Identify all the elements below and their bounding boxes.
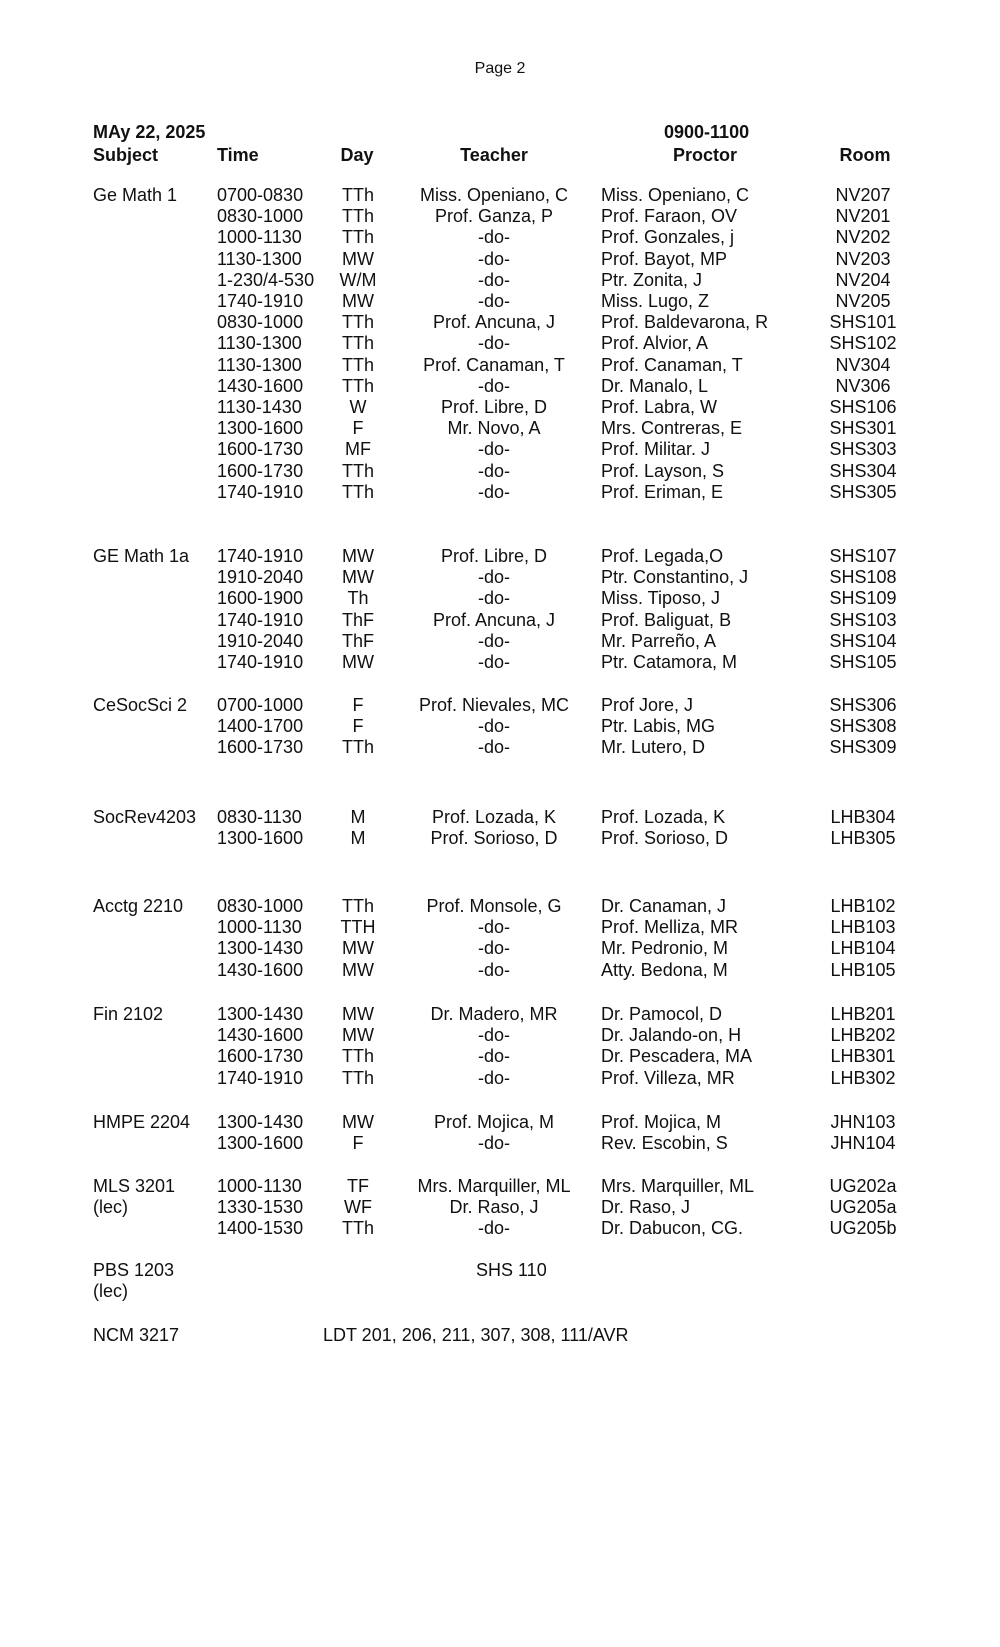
proctor-cell: Prof. Melliza, MR: [601, 917, 739, 938]
room-cell: SHS303: [829, 439, 897, 460]
time-cell: 1130-1430: [217, 397, 302, 417]
day-cell: W/M: [339, 269, 377, 290]
room-cell: UG202a: [829, 1176, 897, 1196]
proctor-cell: Ptr. Constantino, J: [601, 567, 749, 588]
day-cell: F: [352, 695, 364, 715]
day-cell: F: [352, 716, 364, 737]
header-teacher: Teacher: [460, 145, 528, 165]
proctor-cell: Prof. Gonzales, j: [601, 227, 735, 248]
note-subject: PBS 1203: [93, 1260, 175, 1280]
subject-label: Ge Math 1: [93, 185, 178, 205]
time-cell: 1600-1730: [217, 1046, 304, 1067]
room-cell: SHS304: [829, 460, 897, 481]
time-cell: 1130-1300: [217, 354, 302, 375]
time-cell: 1130-1300: [217, 248, 302, 269]
day-cell: TTh: [341, 460, 375, 481]
teacher-cell: -do-: [477, 737, 511, 758]
time-cell: 1000-1130: [217, 917, 302, 938]
proctor-cell: Ptr. Labis, MG: [601, 716, 716, 737]
teacher-cell: Prof. Ancuna, J: [432, 312, 556, 333]
time-cell: 0700-1000: [217, 695, 304, 715]
teacher-cell: -do-: [477, 227, 511, 248]
teacher-cell: -do-: [477, 567, 511, 588]
time-cell: 1430-1600: [217, 1025, 304, 1046]
subject-label: (lec): [93, 1197, 128, 1218]
day-cell: TF: [347, 1176, 369, 1196]
room-cell: SHS108: [829, 567, 897, 588]
proctor-cell: Prof. Lozada, K: [601, 807, 726, 827]
proctor-cell: Prof. Bayot, MP: [601, 248, 728, 269]
time-cell: 1330-1530: [217, 1197, 304, 1218]
day-cell: Th: [347, 588, 369, 609]
room-cell: LHB302: [830, 1067, 896, 1088]
room-cell: SHS106: [829, 397, 897, 417]
teacher-cell: Prof. Ancuna, J: [432, 609, 556, 630]
proctor-cell: Miss. Openiano, C: [601, 185, 750, 205]
room-cell: NV201: [835, 206, 891, 227]
room-cell: LHB301: [830, 1046, 896, 1067]
time-cell: 1300-1430: [217, 1112, 304, 1132]
room-cell: LHB104: [830, 938, 896, 959]
day-cell: M: [350, 807, 366, 827]
teacher-cell: -do-: [477, 1067, 511, 1088]
page-number: Page 2: [474, 60, 526, 77]
time-cell: 1430-1600: [217, 375, 304, 396]
teacher-cell: -do-: [477, 291, 511, 311]
day-cell: MW: [342, 652, 374, 672]
room-cell: SHS107: [829, 546, 897, 566]
room-cell: SHS102: [829, 333, 897, 354]
room-cell: JHN104: [830, 1133, 896, 1154]
teacher-cell: Prof. Lozada, K: [431, 807, 557, 827]
day-cell: WF: [344, 1197, 372, 1218]
day-cell: MW: [342, 1025, 374, 1046]
note-subject: (lec): [93, 1281, 128, 1302]
time-cell: 1740-1910: [217, 1067, 304, 1088]
day-cell: F: [352, 418, 364, 439]
day-cell: TTh: [341, 312, 375, 333]
exam-date: MAy 22, 2025: [93, 122, 206, 142]
teacher-cell: -do-: [477, 248, 511, 269]
proctor-cell: Mr. Lutero, D: [601, 737, 706, 758]
day-cell: TTh: [341, 737, 375, 758]
teacher-cell: -do-: [477, 481, 511, 502]
header-day: Day: [340, 145, 374, 165]
day-cell: TTh: [341, 481, 375, 502]
room-cell: SHS104: [829, 630, 897, 651]
time-cell: 1600-1730: [217, 439, 304, 460]
time-cell: 1400-1530: [217, 1218, 304, 1239]
day-cell: MW: [342, 959, 374, 980]
day-cell: TTh: [341, 227, 375, 248]
note-rooms: LDT 201, 206, 211, 307, 308, 111/AVR: [323, 1325, 629, 1345]
proctor-cell: Mr. Parreño, A: [601, 630, 717, 651]
room-cell: NV306: [835, 375, 891, 396]
time-cell: 1740-1910: [217, 546, 304, 566]
proctor-cell: Prof. Canaman, T: [601, 354, 743, 375]
time-cell: 1910-2040: [217, 567, 304, 588]
teacher-cell: -do-: [477, 1025, 511, 1046]
time-cell: 1300-1600: [217, 828, 304, 849]
day-cell: MW: [342, 1112, 374, 1132]
proctor-cell: Ptr. Catamora, M: [601, 652, 738, 672]
room-cell: UG205b: [829, 1218, 897, 1239]
room-cell: LHB202: [830, 1025, 896, 1046]
room-cell: LHB103: [830, 917, 896, 938]
header-subject: Subject: [93, 145, 159, 165]
teacher-cell: Dr. Raso, J: [449, 1197, 539, 1218]
proctor-cell: Prof. Mojica, M: [601, 1112, 722, 1132]
teacher-cell: Miss. Openiano, C: [419, 185, 569, 205]
proctor-cell: Dr. Manalo, L: [601, 375, 709, 396]
day-cell: MW: [342, 1004, 374, 1024]
proctor-cell: Prof. Labra, W: [601, 397, 718, 417]
teacher-cell: Prof. Libre, D: [440, 397, 548, 417]
room-cell: JHN103: [830, 1112, 896, 1132]
note-subject: NCM 3217: [93, 1325, 180, 1345]
proctor-cell: Prof. Baliguat, B: [601, 609, 732, 630]
time-cell: 1600-1900: [217, 588, 304, 609]
time-cell: 1130-1300: [217, 333, 302, 354]
teacher-cell: Prof. Libre, D: [440, 546, 548, 566]
teacher-cell: -do-: [477, 269, 511, 290]
teacher-cell: Prof. Mojica, M: [433, 1112, 555, 1132]
day-cell: ThF: [341, 630, 375, 651]
time-cell: 1600-1730: [217, 460, 304, 481]
teacher-cell: -do-: [477, 588, 511, 609]
proctor-cell: Prof. Eriman, E: [601, 481, 724, 502]
teacher-cell: -do-: [477, 652, 511, 672]
room-cell: LHB305: [830, 828, 896, 849]
time-cell: 1000-1130: [217, 1176, 302, 1196]
proctor-cell: Prof. Baldevarona, R: [601, 312, 769, 333]
time-cell: 1300-1430: [217, 938, 304, 959]
teacher-cell: Prof. Sorioso, D: [430, 828, 558, 849]
teacher-cell: -do-: [477, 959, 511, 980]
time-cell: 0830-1000: [217, 312, 304, 333]
teacher-cell: -do-: [477, 716, 511, 737]
room-cell: NV203: [835, 248, 891, 269]
room-cell: SHS109: [829, 588, 897, 609]
teacher-cell: -do-: [477, 375, 511, 396]
day-cell: MW: [342, 291, 374, 311]
time-cell: 1430-1600: [217, 959, 304, 980]
room-cell: SHS105: [829, 652, 897, 672]
day-cell: MW: [342, 938, 374, 959]
teacher-cell: Mr. Novo, A: [447, 418, 541, 439]
subject-label: HMPE 2204: [93, 1112, 191, 1132]
time-cell: 0830-1000: [217, 206, 304, 227]
header-proctor: Proctor: [672, 145, 738, 165]
proctor-cell: Dr. Pescadera, MA: [601, 1046, 753, 1067]
day-cell: F: [352, 1133, 364, 1154]
time-cell: 1400-1700: [217, 716, 304, 737]
proctor-cell: Prof Jore, J: [601, 695, 694, 715]
day-cell: TTh: [341, 206, 375, 227]
teacher-cell: Prof. Nievales, MC: [418, 695, 570, 715]
day-cell: TTh: [341, 1046, 375, 1067]
room-cell: NV204: [835, 269, 891, 290]
day-cell: MW: [342, 248, 374, 269]
subject-label: MLS 3201: [93, 1176, 176, 1196]
proctor-cell: Dr. Raso, J: [601, 1197, 691, 1218]
proctor-cell: Miss. Lugo, Z: [601, 291, 710, 311]
time-cell: 1740-1910: [217, 609, 304, 630]
proctor-cell: Dr. Canaman, J: [601, 896, 727, 916]
subject-label: GE Math 1a: [93, 546, 190, 566]
proctor-cell: Prof. Militar. J: [601, 439, 711, 460]
teacher-cell: -do-: [477, 1046, 511, 1067]
subject-label: CeSocSci 2: [93, 695, 188, 715]
teacher-cell: Mrs. Marquiller, ML: [417, 1176, 571, 1196]
time-cell: 1300-1600: [217, 1133, 304, 1154]
teacher-cell: -do-: [477, 1133, 511, 1154]
room-cell: SHS308: [829, 716, 897, 737]
teacher-cell: -do-: [477, 938, 511, 959]
proctor-cell: Rev. Escobin, S: [601, 1133, 728, 1154]
day-cell: TTh: [341, 333, 375, 354]
proctor-cell: Prof. Alvior, A: [601, 333, 709, 354]
day-cell: W: [349, 397, 367, 417]
time-cell: 1740-1910: [217, 481, 304, 502]
proctor-cell: Prof. Villeza, MR: [601, 1067, 735, 1088]
room-cell: SHS103: [829, 609, 897, 630]
header-room: Room: [839, 145, 891, 165]
time-cell: 1300-1430: [217, 1004, 304, 1024]
room-cell: SHS309: [829, 737, 897, 758]
time-cell: 1300-1600: [217, 418, 304, 439]
day-cell: TTh: [341, 896, 375, 916]
time-cell: 1740-1910: [217, 291, 304, 311]
teacher-cell: Prof. Ganza, P: [434, 206, 554, 227]
room-cell: SHS101: [829, 312, 897, 333]
note-rooms: SHS 110: [476, 1260, 547, 1280]
time-cell: 1000-1130: [217, 227, 302, 248]
proctor-cell: Dr. Jalando-on, H: [601, 1025, 742, 1046]
room-cell: SHS301: [829, 418, 897, 439]
exam-time-slot: 0900-1100: [664, 122, 750, 142]
teacher-cell: -do-: [477, 630, 511, 651]
time-cell: 0830-1000: [217, 896, 304, 916]
room-cell: LHB105: [830, 959, 896, 980]
teacher-cell: Prof. Monsole, G: [426, 896, 562, 916]
room-cell: NV207: [835, 185, 891, 205]
day-cell: TTh: [341, 354, 375, 375]
day-cell: ThF: [341, 609, 375, 630]
proctor-cell: Prof. Layson, S: [601, 460, 725, 481]
day-cell: TTh: [341, 375, 375, 396]
teacher-cell: Prof. Canaman, T: [423, 354, 565, 375]
day-cell: MW: [342, 546, 374, 566]
proctor-cell: Prof. Sorioso, D: [601, 828, 729, 849]
room-cell: NV304: [835, 354, 891, 375]
proctor-cell: Mr. Pedronio, M: [601, 938, 729, 959]
proctor-cell: Prof. Faraon, OV: [601, 206, 738, 227]
subject-label: Fin 2102: [93, 1004, 164, 1024]
proctor-cell: Dr. Dabucon, CG.: [601, 1218, 744, 1239]
room-cell: SHS305: [829, 481, 897, 502]
header-time: Time: [217, 145, 259, 165]
room-cell: LHB201: [830, 1004, 896, 1024]
room-cell: SHS306: [829, 695, 897, 715]
teacher-cell: -do-: [477, 333, 511, 354]
day-cell: M: [350, 828, 366, 849]
day-cell: MW: [342, 567, 374, 588]
day-cell: TTh: [341, 185, 375, 205]
time-cell: 0700-0830: [217, 185, 304, 205]
time-cell: 1910-2040: [217, 630, 304, 651]
proctor-cell: Atty. Bedona, M: [601, 959, 728, 980]
day-cell: TTh: [341, 1218, 375, 1239]
time-cell: 0830-1130: [217, 807, 302, 827]
proctor-cell: Ptr. Zonita, J: [601, 269, 703, 290]
time-cell: 1-230/4-530: [217, 269, 315, 290]
proctor-cell: Mrs. Marquiller, ML: [601, 1176, 755, 1196]
time-cell: 1600-1730: [217, 737, 304, 758]
teacher-cell: Dr. Madero, MR: [430, 1004, 558, 1024]
room-cell: NV205: [835, 291, 891, 311]
teacher-cell: -do-: [477, 1218, 511, 1239]
subject-label: SocRev4203: [93, 807, 197, 827]
subject-label: Acctg 2210: [93, 896, 184, 916]
teacher-cell: -do-: [477, 917, 511, 938]
room-cell: UG205a: [829, 1197, 897, 1218]
room-cell: LHB304: [830, 807, 896, 827]
proctor-cell: Miss. Tiposo, J: [601, 588, 721, 609]
day-cell: TTH: [340, 917, 376, 938]
day-cell: TTh: [341, 1067, 375, 1088]
time-cell: 1740-1910: [217, 652, 304, 672]
teacher-cell: -do-: [477, 460, 511, 481]
teacher-cell: -do-: [477, 439, 511, 460]
day-cell: MF: [345, 439, 371, 460]
proctor-cell: Mrs. Contreras, E: [601, 418, 743, 439]
room-cell: NV202: [835, 227, 891, 248]
room-cell: LHB102: [830, 896, 896, 916]
proctor-cell: Prof. Legada,O: [601, 546, 724, 566]
proctor-cell: Dr. Pamocol, D: [601, 1004, 723, 1024]
